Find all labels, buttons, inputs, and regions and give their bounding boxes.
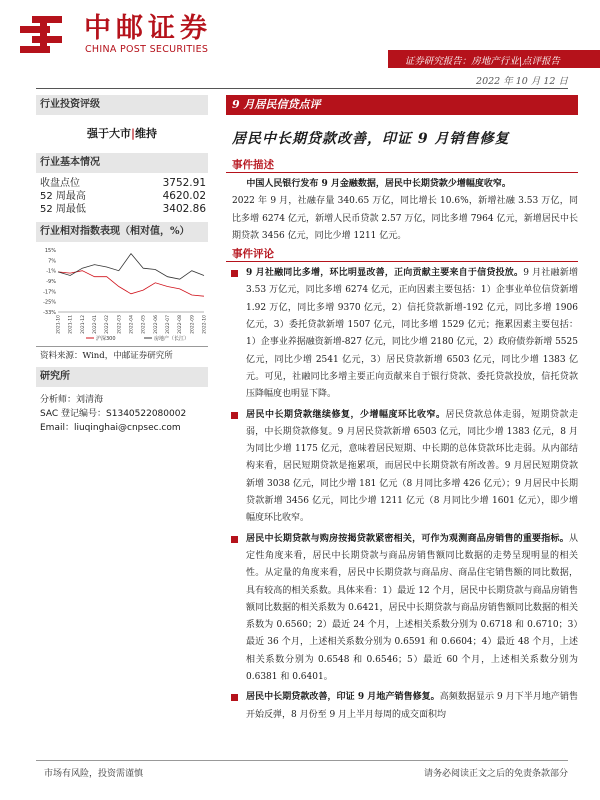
point-text: 居民贷款总体走弱，短期贷款走弱，中长期贷款修复。9 月居民贷款新增 6503 亿元，同比少增 1383 亿元，8 月为同比少增 1175 亿元，意味着居民短期、中长期的总体贷款环比走弱。从内部结构来看，居民短期贷款是拖累项，而居民中长期贷款有所改善。9 月居民短期贷款新增 3038 亿元，同比少增 181 亿元（8 月同比多增 426 亿元）；9 月居民中长期贷款新增 3456 亿元，同比少增 1211 亿元（8 月同比少增 1601 亿元），即少增幅度环比收窄。 — [246, 409, 578, 524]
event-text: 2022 年 9 月，社融存量 340.65 万亿，同比增长 10.6%，新增社融 3.53 万亿，同比多增 6274 亿元，新增人民币贷款 2.57 万亿，同比多增 7964 亿元，新增居民中长期贷款 3456 亿元，同比少增 1211 亿元。 — [232, 196, 578, 241]
y-tick-label: -1% — [46, 268, 56, 275]
line-chart — [36, 246, 208, 344]
report-title: 居民中长期贷款改善，印证 9 月销售修复 — [232, 131, 510, 147]
footer-notice: 请务必阅读正文之后的免责条款部分 — [423, 769, 568, 779]
basic-value: 3402.86 — [162, 203, 206, 215]
x-tick-label: 2022-05 — [141, 315, 147, 334]
point-lead: 居民中长期贷款继续修复，少增幅度环比收窄。 — [246, 409, 446, 420]
rating-section-title: 行业投资评级 — [36, 95, 208, 115]
y-tick-label: -9% — [46, 279, 56, 285]
bullet-icon — [231, 536, 238, 543]
analyst-info — [36, 393, 208, 435]
legend-label: 房地产（长江） — [154, 336, 190, 342]
series-line — [58, 254, 204, 280]
basic-info-table — [36, 177, 208, 216]
bullet-icon — [231, 412, 238, 419]
comment-point-2 — [226, 407, 578, 528]
y-tick-label: 15% — [44, 248, 56, 254]
header-divider — [36, 88, 568, 89]
basic-info-title: 行业基本情况 — [36, 153, 208, 173]
analyst-email[interactable]: Email：liuqinghai@cnpsec.com — [40, 423, 181, 433]
brand-name-cn: 中邮证券 — [84, 13, 212, 44]
basic-label: 收盘点位 — [40, 178, 80, 189]
comment-point-4 — [226, 689, 578, 724]
relative-performance-chart — [36, 246, 208, 344]
x-tick-label: 2022-01 — [93, 315, 98, 334]
y-tick-label: 7% — [48, 258, 56, 265]
point-lead: 居民中长期贷款改善，印证 9 月地产销售修复。 — [246, 692, 440, 703]
bullet-icon — [231, 694, 238, 701]
sidebar — [36, 95, 208, 435]
basic-value: 4620.02 — [162, 190, 206, 202]
y-tick-label: -33% — [43, 310, 56, 316]
brand-logo — [14, 14, 224, 58]
y-tick-label: -25% — [43, 299, 56, 306]
x-tick-label: 2022-02 — [105, 315, 111, 334]
point-lead: 9 月社融同比多增，环比明显改善，正向贡献主要来自于信贷投放。 — [246, 268, 524, 279]
footer-disclaimer: 市场有风险，投资需谨慎 — [44, 769, 144, 779]
x-tick-label: 2021-10 — [56, 315, 62, 334]
main-content — [226, 95, 578, 724]
comment-point-3 — [226, 531, 578, 687]
x-tick-label: 2021-12 — [80, 315, 86, 334]
x-tick-label: 2022-04 — [129, 315, 135, 334]
basic-info-row — [36, 190, 208, 203]
x-tick-label: 2022-09 — [190, 315, 196, 334]
rating-change: 维持 — [135, 127, 157, 140]
event-lead: 中国人民银行发布 9 月金融数据，居民中长期贷款少增幅度收窄。 — [246, 179, 511, 189]
analyst-sac: SAC 登记编号：S1340522080002 — [40, 409, 187, 419]
y-tick-label: -17% — [43, 289, 56, 296]
section-heading-comment: 事件评论 — [226, 247, 578, 262]
topic-bar: 9 月居民信贷点评 — [226, 95, 578, 115]
footer-divider — [36, 760, 568, 761]
china-post-logo-icon — [18, 14, 64, 56]
brand-name-en: CHINA POST SECURITIES — [85, 44, 209, 55]
basic-value: 3752.91 — [162, 177, 206, 189]
report-date: 2022 年 10 月 12 日 — [476, 76, 568, 87]
basic-info-row — [36, 203, 208, 216]
point-text: 9 月社融新增 3.53 万亿元，同比多增 6274 亿元，正向因素主要包括：1）企事业单位信贷新增 1.92 万亿，同比多增 9370 亿元，2）信托贷款新增-192 亿元，同比多增 1906 亿元，3）委托贷款新增 1507 亿元，同比多增 1529 亿元；拖累因素主要包括：1）企事业养据融资新增-827 亿元，同比少增 2180 亿元，2）政府债券新增 5525 亿元，同比少增 2541 亿元，3）居民贷款新增 6503 亿元，同比少增 1383 亿元。可见，社融同比多增主要正向贡献来自于银行贷款、委托贷款投放，信托贷款压降幅度也明显下降。 — [246, 268, 578, 400]
rating-value: 强于大市 — [86, 127, 131, 140]
comment-point-1 — [226, 265, 578, 403]
industry-rating: 强于大市|维持 — [86, 127, 157, 140]
analyst-name: 分析师：刘清海 — [40, 395, 104, 405]
legend-label: 沪深300 — [96, 336, 116, 342]
x-tick-label: 2021-11 — [68, 315, 74, 334]
basic-label: 52 周最低 — [40, 204, 86, 215]
research-title: 研究所 — [36, 367, 208, 387]
x-tick-label: 2022-06 — [153, 315, 159, 334]
point-text: 从定性角度来看，居民中长期贷款与商品房销售额同比数据的走势呈现明显的相关性。从定量的角度来看，居民中长期贷款与商品房、商品住宅销售额的同比数据，具有较高的相关系数。具体来看：1）最近 12 个月，居民中长期贷款与商品房销售额同比数据的相关系数为 0.6421，居民中长期贷款与商品房销售额同比数据的相关系数为 0.6560；2）最近 24 个月，上述相关系数分别为 0.6718 和 0.6710；3）最近 36 个月，上述相关系数分别为 0.6591 和 0.6604；4）最近 48 个月，上述相关系数分别为 0.6548 和 0.6546；5）最近 60 个月，上述相关系数分别为 0.6381 和 0.6401。 — [246, 533, 578, 683]
x-tick-label: 2022-10 — [202, 315, 208, 334]
report-type: 证券研究报告：房地产行业|点评报告 — [404, 56, 560, 67]
relative-performance-title: 行业相对指数表现（相对值，%） — [36, 222, 208, 242]
x-tick-label: 2022-08 — [178, 315, 184, 334]
section-heading-event: 事件描述 — [226, 158, 578, 173]
x-tick-label: 2022-07 — [166, 315, 171, 334]
series-line — [58, 271, 204, 297]
point-lead: 居民中长期贷款与购房按揭贷款紧密相关，可作为观测商品房销售的重要指标。 — [246, 533, 569, 544]
chart-source: 资料来源：Wind，中邮证券研究所 — [36, 346, 208, 361]
bullet-icon — [231, 270, 238, 277]
basic-info-row — [36, 177, 208, 190]
basic-label: 52 周最高 — [40, 191, 86, 202]
point-text: 高频数据显示 9 月下半月地产销售开始反弹，8 月份至 9 月上半月每周的成交面积均 — [246, 692, 579, 720]
x-tick-label: 2022-03 — [117, 315, 123, 334]
